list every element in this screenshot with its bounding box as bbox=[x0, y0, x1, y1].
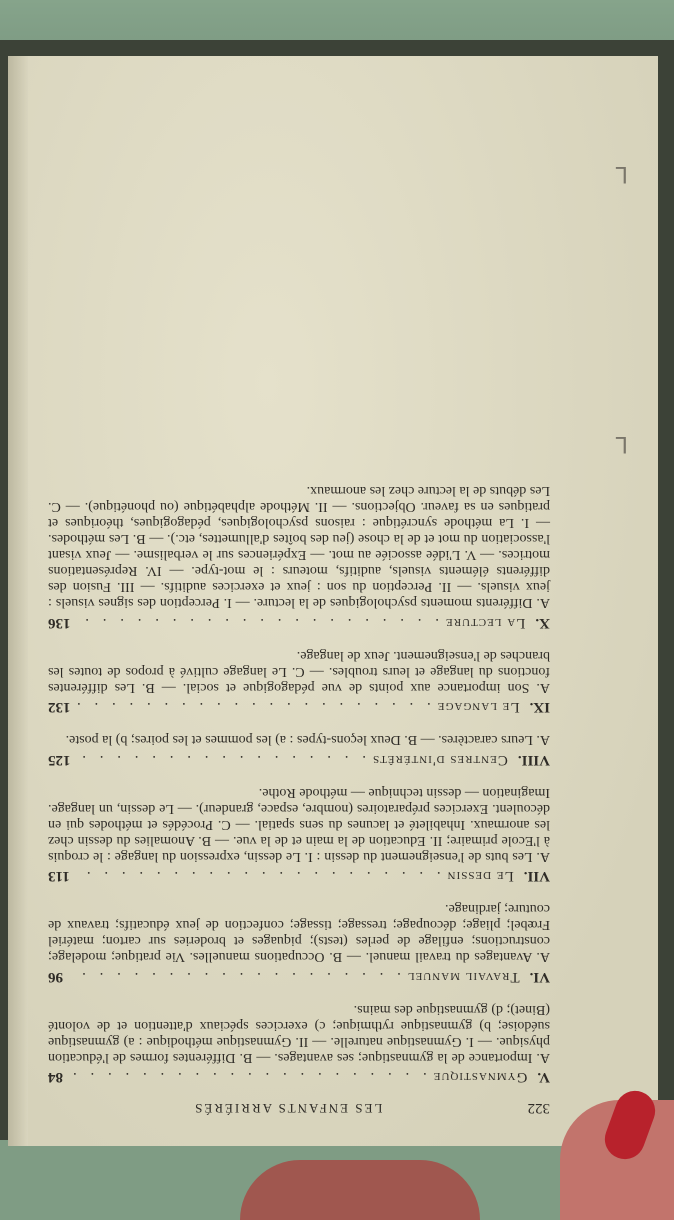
chapter-summary: A. Son importance aux points de vue pédagogique et social. — B. Les différentes fonctions du langage et leurs troubles. — C. Le langage cultivé à propos de toutes les branches de l'enseignement. Jeux de langage. bbox=[48, 648, 550, 695]
chapter-number: IX. bbox=[529, 699, 550, 716]
leader-dots bbox=[69, 969, 401, 986]
toc-entries bbox=[48, 483, 550, 1086]
toc-entry bbox=[48, 1069, 550, 1086]
page-header bbox=[48, 1100, 550, 1117]
toc-entry bbox=[48, 868, 550, 885]
page-number: 322 bbox=[527, 1100, 550, 1116]
leader-dots bbox=[77, 615, 440, 632]
toc-entry bbox=[48, 969, 550, 986]
chapter-summary: A. Avantages du travail manuel. — B. Occupations manuelles. Vie pratique; modelage; constructions; enfilage de perles (tests); piquages et broderies sur carton; matériel Frœbel; pliage; découpage; tressage; tissage; confection de jeux éducatifs; travaux de couture; jardinage. bbox=[48, 901, 550, 965]
leader-dots bbox=[77, 752, 366, 769]
chapter-title: Centres d'intérêts bbox=[371, 752, 508, 768]
running-title: LES ENFANTS ARRIÉRÉS bbox=[193, 1101, 383, 1116]
chapter-summary: A. Différents moments psychologiques de la lecture. — I. Perception des signes visuels : jeux visuels. — II. Perception du son : jeux et exercices auditifs. — III. Fusion des différents éléments visuels, auditifs, moteurs : le mot-type. — IV. Représentations motrices. — V. L'idée associée au mot. — Expériences sur le verbalisme. — Jeux visant l'association du mot et de la chose (jeu des boîtes d'allumettes, etc.). — B. Les méthodes. — I. La méthode syncrétique : raisons psychologiques, pédagogiques, théoriques et pratiques en sa faveur. Objections. — II. Méthode alphabétique (ou phonétique). — C. Les débuts de la lecture chez les anormaux. bbox=[48, 483, 550, 611]
leader-dots bbox=[76, 868, 441, 885]
chapter-number: VII. bbox=[523, 868, 550, 885]
chapter-title: Le langage bbox=[436, 699, 520, 716]
chapter-number: X. bbox=[535, 615, 550, 631]
pencil-mark-1: L bbox=[615, 431, 628, 456]
pencil-mark-2: L bbox=[615, 161, 628, 186]
toc-entry bbox=[48, 699, 550, 716]
book-page bbox=[8, 56, 658, 1146]
chapter-title: La lecture bbox=[445, 615, 526, 631]
chapter-page: 132 bbox=[48, 699, 71, 716]
table-of-contents bbox=[48, 467, 550, 1117]
chapter-number: VI. bbox=[529, 969, 550, 985]
chapter-summary: A. Les buts de l'enseignement du dessin : I. Le dessin, expression du langage : le croquis à l'Ecole primaire; II. Education de la main et de la vue. — B. Anomalies du dessin chez les anormaux. Inhabileté et lacunes du sens spatial. — C. Procédés et méthodes qui en découlent. Exercices préparatoires (nombre, espace, grandeur). — Le dessin, un langage. Imagination — dessin technique — méthode Rothe. bbox=[48, 785, 550, 864]
chapter-number: V. bbox=[537, 1069, 550, 1086]
thumb-holding-book bbox=[240, 1160, 480, 1220]
chapter-page: 113 bbox=[48, 868, 70, 885]
chapter-page: 136 bbox=[48, 615, 71, 631]
chapter-page: 84 bbox=[48, 1069, 63, 1086]
chapter-number: VIII. bbox=[517, 752, 550, 768]
chapter-summary: A. Leurs caractères. — B. Deux leçons-types : a) les pommes et les poires; b) la poste. bbox=[65, 732, 550, 748]
toc-entry bbox=[48, 752, 550, 769]
chapter-title: Travail manuel bbox=[406, 969, 520, 985]
page-content bbox=[8, 56, 658, 1146]
leader-dots bbox=[77, 699, 431, 716]
toc-entry bbox=[48, 615, 550, 632]
chapter-summary: A. Importance de la gymnastique; ses avantages. — B. Différentes formes de l'éducation physique. — I. Gymnastique naturelle. — II. Gymnastique méthodique : a) gymnastique suédoise; b) gymnastique rythmique; c) exercices spéciaux d'attention et de volonté (Binet); d) gymnastique des mains. bbox=[48, 1002, 550, 1065]
leader-dots bbox=[69, 1069, 427, 1086]
chapter-page: 96 bbox=[48, 969, 63, 985]
chapter-title: Le dessin bbox=[446, 868, 514, 885]
chapter-title: Gymnastique bbox=[432, 1069, 528, 1086]
chapter-page: 125 bbox=[48, 752, 71, 768]
